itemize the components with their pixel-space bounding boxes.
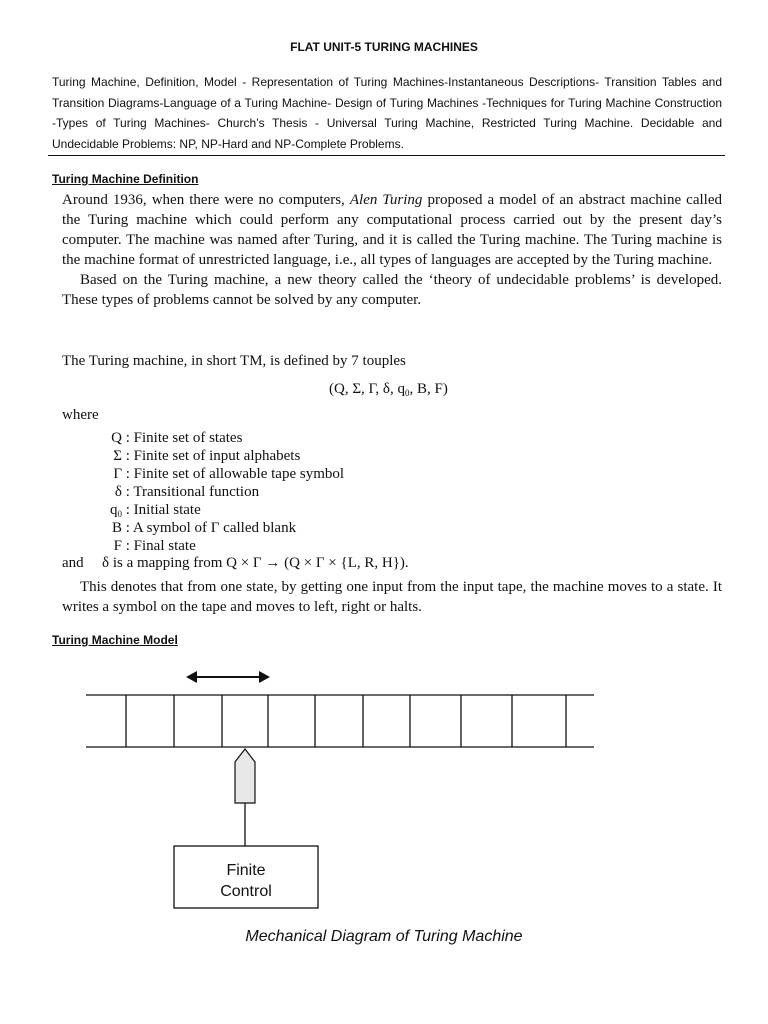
tuple-definitions: [60, 429, 344, 555]
definition-item: Σ : Finite set of input alphabets: [113, 448, 301, 464]
finite-control-label-line1: Finite: [226, 862, 266, 879]
definition-paragraph-1: Around 1936, when there were no computers, Alen Turing proposed a model of an abstract machine called the Turing machine which could perform any computational process carried out by the present day’s computer. The machine was named after Turing, and it is called the Turing machine. The Turing machine is the machine format of unrestricted language, i.e., all types of languages are accepted by the Turing machine.: [62, 192, 722, 268]
definition-item: F : Final state: [113, 538, 196, 554]
definition-item: B : A symbol of Γ called blank: [111, 520, 297, 536]
finite-control-label-line2: Control: [220, 883, 272, 900]
where-label: where: [62, 407, 99, 423]
definition-paragraphs: [62, 190, 722, 310]
tuple-intro: The Turing machine, in short TM, is defined by 7 touples: [62, 353, 406, 369]
header-divider: [48, 155, 725, 156]
definition-item: Γ : Finite set of allowable tape symbol: [113, 466, 345, 482]
diagram-caption: Mechanical Diagram of Turing Machine: [245, 928, 523, 945]
tape-head-pointer: [235, 749, 255, 846]
turing-machine-diagram: [0, 660, 768, 928]
denotes-paragraph: This denotes that from one state, by getting one input from the input tape, the machine moves to a state. It writes a symbol on the tape and moves to left, right or halts.: [62, 579, 722, 615]
definition-item: Q : Finite set of states: [111, 430, 243, 446]
definition-item: δ : Transitional function: [114, 484, 260, 500]
turing-name: Alen Turing: [349, 192, 423, 208]
topics-list: Turing Machine, Definition, Model - Representation of Turing Machines-Instantaneous Descriptions- Transition Tables and Transition Diagrams-Language of a Turing Machine- Design of Turing Machines -Techniques for Turing Machine Construction -Types of Turing Machines- Church’s Thesis - Universal Turing Machine, Restricted Turing Machine. Decidable and Undecidable Problems: NP, NP-Hard and NP-Complete Problems.: [52, 75, 722, 151]
and-label: and: [62, 555, 84, 571]
section-heading-model: Turing Machine Model: [52, 633, 178, 647]
double-arrow-icon: [186, 671, 270, 683]
definition-item: $q_0$ : Initial state: [110, 502, 201, 519]
section-heading-definition: Turing Machine Definition: [52, 172, 199, 186]
tuple-formula: (Q, Σ, Γ, δ, $q_0$, B, F): [329, 381, 448, 398]
input-tape: [86, 695, 594, 747]
mapping-statement: δ is a mapping from Q × Γ → (Q × Γ × {L, R, H}).: [102, 555, 409, 571]
document-title: FLAT UNIT-5 TURING MACHINES: [290, 40, 478, 54]
definition-paragraph-2: Based on the Turing machine, a new theory called the ‘theory of undecidable problems’ is developed. These types of problems cannot be solved by any computer.: [62, 272, 722, 308]
